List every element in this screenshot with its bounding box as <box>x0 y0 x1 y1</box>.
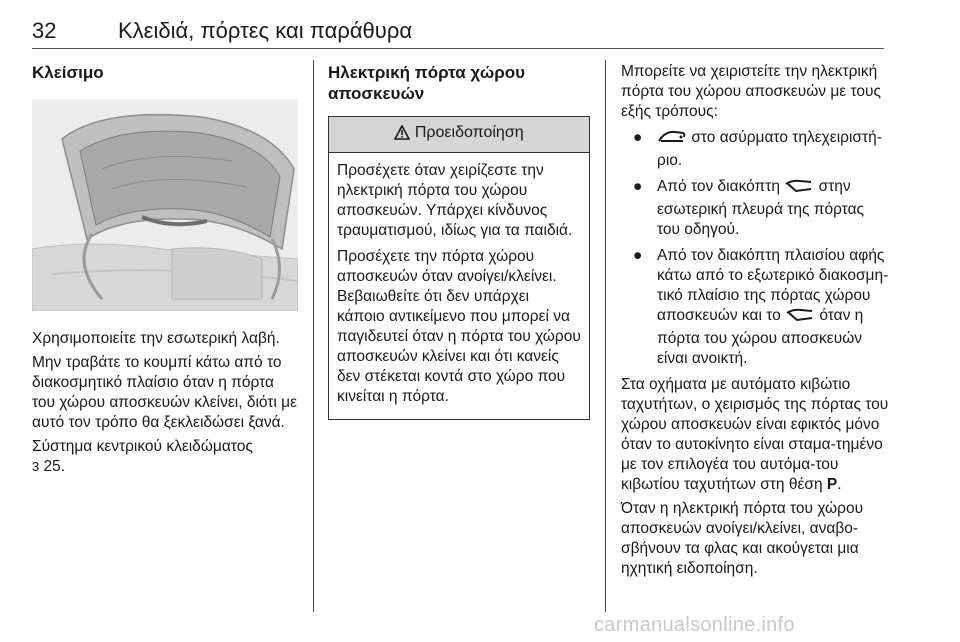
section-heading-power-tailgate: Ηλεκτρική πόρτα χώρου αποσκευών <box>328 63 526 103</box>
reference-label: Σύστημα κεντρικού κλειδώματος <box>32 438 253 455</box>
bullet-text-remote: στο ασύρματο τηλεχειριστή-ριο. <box>657 129 882 169</box>
warning-box <box>328 116 590 420</box>
bullet-text-switch-post: στην εσωτερική πλευρά της πόρτας του οδηγού. <box>657 178 865 238</box>
warning-triangle-icon <box>394 125 410 146</box>
gear-position-p: P <box>826 476 838 493</box>
instruction-do-not-pull: Μην τραβάτε το κουμπί κάτω από το διακοσμητικό πλαίσιο όταν η πόρτα του χώρου αποσκευών κλείνει, διότι με αυτό τον τρόπο θα ξεκλειδώσει ξανά. <box>32 354 298 431</box>
warning-title: Προειδοποίηση <box>414 124 524 141</box>
warning-body <box>329 153 589 419</box>
warning-header <box>329 117 589 153</box>
watermark: carmanualsonline.info <box>594 614 795 636</box>
operation-intro: Μπορείτε να χειριστείτε την ηλεκτρική πόρτα του χώρου αποσκευών με τους εξής τρόπους: <box>621 63 881 120</box>
column-3 <box>621 62 889 583</box>
bullet-text-switch-pre: Από τον διακόπτη <box>657 178 780 195</box>
page-reference-icon: 3 <box>32 459 40 474</box>
instruction-use-handle: Χρησιμοποιείτε την εσωτερική λαβή. <box>32 330 280 347</box>
tailgate-illustration <box>32 99 298 311</box>
section-heading-closing: Κλείσιμο <box>32 63 104 82</box>
column-divider <box>313 60 314 612</box>
tailgate-switch-icon <box>785 307 815 329</box>
bullet-text-touchpad-pre: Από τον διακόπτη πλαισίου αφής κάτω από το εξωτερικό διακοσμη-τικό πλαίσιο της πόρτας χώρου αποσκευών και το <box>657 247 889 324</box>
bullet-text-touchpad-post: όταν η πόρτα του χώρου αποσκευών είναι ανοικτή. <box>657 307 864 367</box>
auto-note-text: Στα οχήματα με αυτόματο κιβώτιο ταχυτήτων, ο χειρισμός της πόρτας του χώρου αποσκευών είναι εφικτός μόνο όταν το αυτοκίνητο είναι σταμα-τημένο με τον επιλογέα του αυτόμα-του κιβωτίου ταχυτήτων στη θέση <box>621 376 889 493</box>
list-item <box>621 246 889 369</box>
page-number: 32 <box>32 18 57 43</box>
page-title: Κλειδιά, πόρτες και παράθυρα <box>118 18 413 43</box>
central-locking-reference <box>32 437 298 477</box>
page-header <box>32 12 884 49</box>
warning-text-2: Προσέχετε την πόρτα χώρου αποσκευών όταν ανοίγει/κλείνει. Βεβαιωθείτε ότι δεν υπάρχει κάποιο αντικείμενο που μπορεί να παγιδευτεί όταν η πόρτα του χώρου αποσκευών κλείνει και ότι κανείς δεν στέκεται κοντά στο χώρο που κινείται η πόρτα. <box>337 248 581 405</box>
column-1 <box>32 62 298 481</box>
page-reference-link[interactable]: 25. <box>43 458 66 475</box>
bullet-dot: ● <box>633 129 643 146</box>
automatic-transmission-note <box>621 375 889 495</box>
tailgate-switch-icon <box>784 178 814 200</box>
tailgate-remote-icon <box>657 129 687 151</box>
list-item <box>621 177 889 240</box>
bullet-dot: ● <box>633 247 643 264</box>
list-item <box>621 128 889 171</box>
warning-text-1: Προσέχετε όταν χειρίζεστε την ηλεκτρική πόρτα του χώρου αποσκευών. Υπάρχει κίνδυνος τραυματισμού, ιδίως για τα παιδιά. <box>337 162 573 239</box>
operation-methods-list <box>621 128 889 369</box>
indicator-beep-note: Όταν η ηλεκτρική πόρτα του χώρου αποσκευών ανοίγει/κλείνει, αναβο-σβήνουν τα φλας και ακούγεται μια ηχητική ειδοποίηση. <box>621 500 864 577</box>
column-divider <box>605 60 606 612</box>
auto-note-end: . <box>837 476 842 493</box>
column-2 <box>328 62 590 420</box>
bullet-dot: ● <box>633 178 643 195</box>
